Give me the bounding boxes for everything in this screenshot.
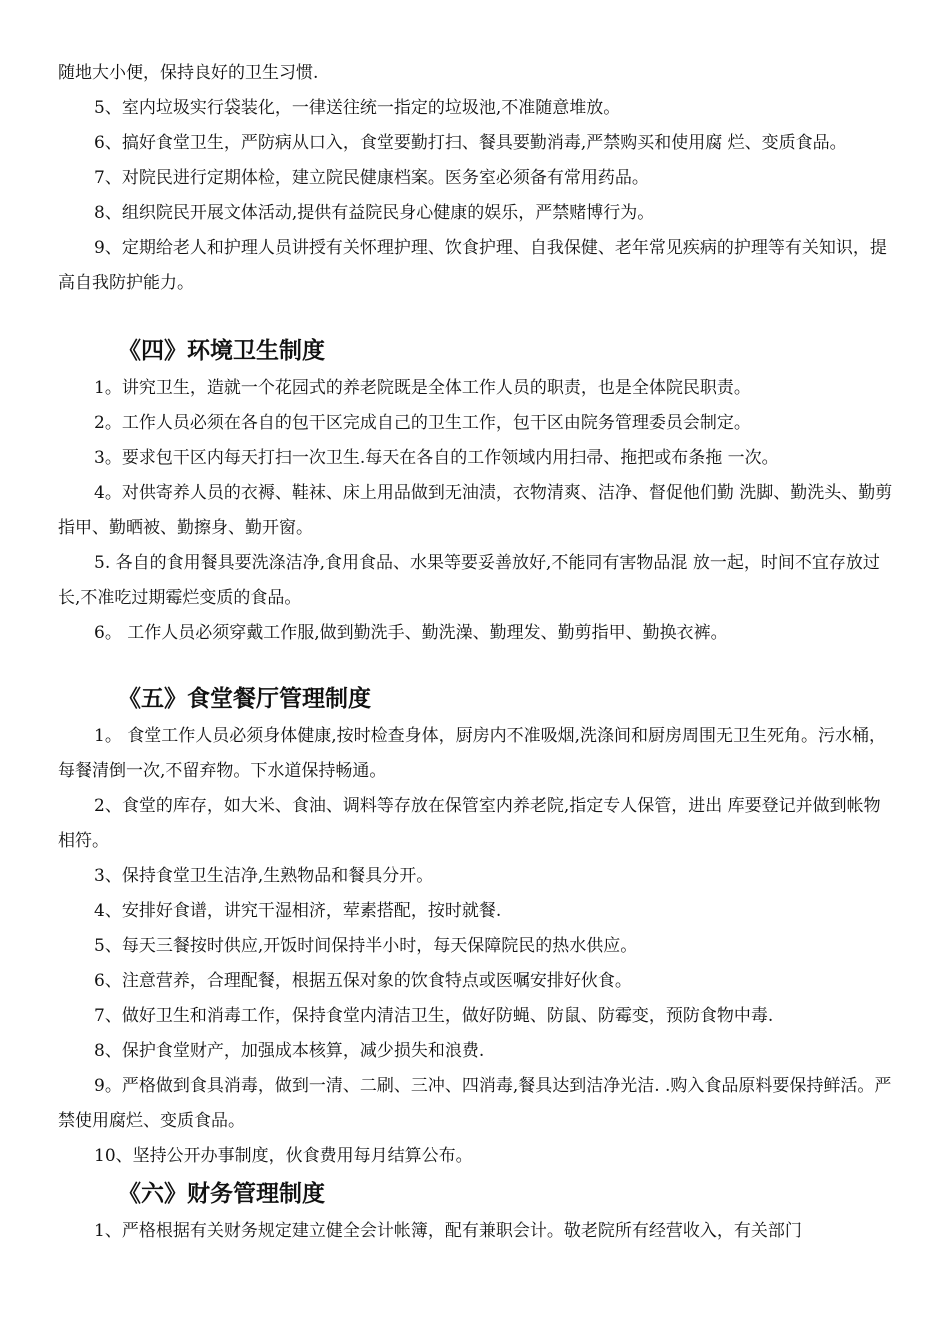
section5-item-6: 6、注意营养，合理配餐，根据五保对象的饮食特点或医嘱安排好伙食。: [94, 971, 632, 991]
section3-item-6: 6、搞好食堂卫生，严防病从口入，食堂要勤打扫、餐具要勤消毒,严禁购买和使用腐 烂、变质食品。: [94, 133, 847, 153]
section5-item-1: 1。 食堂工作人员必须身体健康,按时检查身体，厨房内不准吸烟,洗涤间和厨房周围无卫生死角。污水桶，每餐清倒一次,不留弃物。下水道保持畅通。: [58, 726, 887, 781]
section6-item-1: 1、严格根据有关财务规定建立健全会计帐簿，配有兼职会计。敬老院所有经营收入，有关部门: [94, 1221, 802, 1241]
section4-title: 《四》环境卫生制度: [118, 338, 325, 364]
section4-item-5: 5. 各自的食用餐具要洗涤洁净,食用食品、水果等要妥善放好,不能同有害物品混 放一起，时间不宜存放过长,不准吃过期霉烂变质的食品。: [58, 553, 880, 608]
section5-item-7: 7、做好卫生和消毒工作，保持食堂内清洁卫生，做好防蝇、防鼠、防霉变，预防食物中毒.: [94, 1006, 774, 1026]
section6-title: 《六》财务管理制度: [118, 1181, 325, 1207]
continuation-text: 随地大小便，保持良好的卫生习惯.: [58, 63, 319, 83]
section5-item-8: 8、保护食堂财产，加强成本核算，减少损失和浪费.: [94, 1041, 485, 1061]
section4-item-3: 3。要求包干区内每天打扫一次卫生.每天在各自的工作领域内用扫帚、拖把或布条拖 一次。: [94, 448, 779, 468]
section5-title: 《五》食堂餐厅管理制度: [118, 686, 371, 712]
section3-item-9: 9、定期给老人和护理人员讲授有关怀理护理、饮食护理、自我保健、老年常见疾病的护理等有关知识，提高自我防护能力。: [58, 238, 887, 293]
section5-item-10: 10、坚持公开办事制度，伙食费用每月结算公布。: [94, 1146, 473, 1166]
section3-item-7: 7、对院民进行定期体检，建立院民健康档案。医务室必须备有常用药品。: [94, 168, 649, 188]
section5-item-4: 4、安排好食谱，讲究干湿相济，荤素搭配，按时就餐.: [94, 901, 502, 921]
section4-item-1: 1。讲究卫生，造就一个花园式的养老院既是全体工作人员的职责，也是全体院民职责。: [94, 378, 751, 398]
section3-item-8: 8、组织院民开展文体活动,提供有益院民身心健康的娱乐，严禁赌博行为。: [94, 203, 655, 223]
section4-item-2: 2。工作人员必须在各自的包干区完成自己的卫生工作，包干区由院务管理委员会制定。: [94, 413, 751, 433]
section5-item-3: 3、保持食堂卫生洁净,生熟物品和餐具分开。: [94, 866, 434, 886]
section4-item-4: 4。对供寄养人员的衣褥、鞋袜、床上用品做到无油渍，衣物清爽、洁净、督促他们勤 洗脚、勤洗头、勤剪指甲、勤晒被、勤擦身、勤开窗。: [58, 483, 893, 538]
section5-item-2: 2、食堂的库存，如大米、食油、调料等存放在保管室内养老院,指定专人保管，进出 库要登记并做到帐物相符。: [58, 796, 881, 851]
section3-item-5: 5、室内垃圾实行袋装化，一律送往统一指定的垃圾池,不准随意堆放。: [94, 98, 621, 118]
document-page: [58, 56, 894, 1249]
section4-item-6: 6。 工作人员必须穿戴工作服,做到勤洗手、勤洗澡、勤理发、勤剪指甲、勤换衣裤。: [94, 623, 728, 643]
section5-item-9: 9。严格做到食具消毒，做到一清、二刷、三冲、四消毒,餐具达到洁净光洁. .购入食品原料要保持鲜活。严禁使用腐烂、变质食品。: [58, 1076, 892, 1131]
section5-item-5: 5、每天三餐按时供应,开饭时间保持半小时，每天保障院民的热水供应。: [94, 936, 638, 956]
